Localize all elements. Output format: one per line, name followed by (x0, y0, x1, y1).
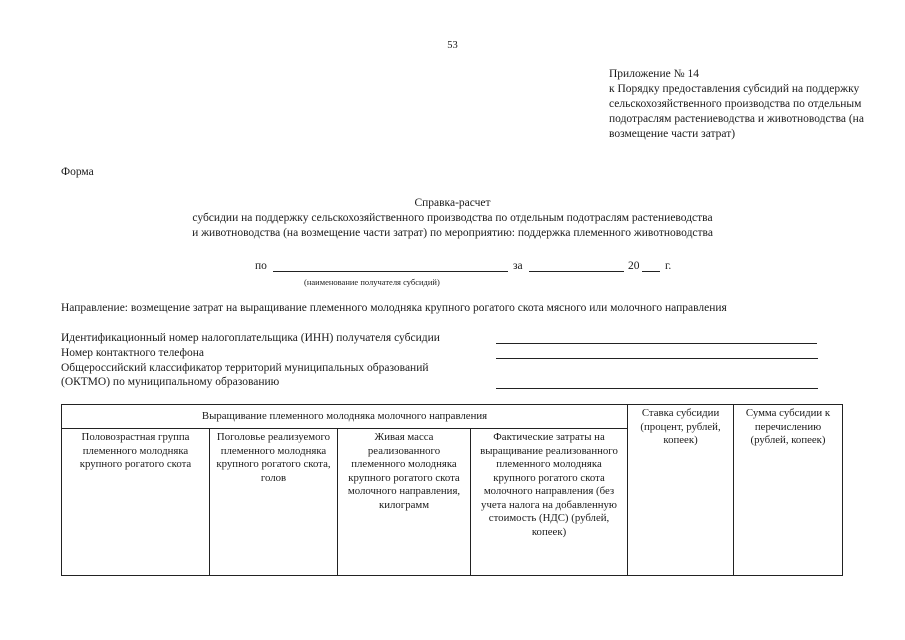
column-header-actual-costs: Фактические затраты на выращивание реализованного племенного молодняка крупного рогатого скота молочного направления (без учета налога на добавленную стоимость (НДС) (рублей, копеек) (471, 429, 628, 576)
column-header-age-group: Половозрастная группа племенного молодняка крупного рогатого скота (62, 429, 210, 576)
appendix-text: к Порядку предоставления субсидий на поддержку сельскохозяйственного производства по отдельным подотраслям растениеводства и животноводства (на возмещение части затрат) (609, 83, 864, 140)
phone-field[interactable] (496, 357, 818, 359)
recipient-prefix: по (255, 260, 267, 272)
inn-field[interactable] (496, 342, 817, 344)
page-number: 53 (447, 40, 458, 51)
recipient-caption: (наименование получателя субсидий) (304, 277, 440, 287)
inn-label: Идентификационный номер налогоплательщика (ИНН) получателя субсидии (61, 332, 440, 344)
document-title (0, 196, 905, 241)
appendix-header (609, 67, 879, 142)
year-suffix: г. (665, 260, 672, 272)
title-line-1: Справка-расчет (414, 197, 491, 209)
title-line-3: и животноводства (на возмещение части затрат) по мероприятию: поддержка племенного животноводства (192, 227, 713, 239)
phone-label: Номер контактного телефона (61, 347, 205, 359)
subsidy-table (61, 404, 843, 576)
sum-header: Сумма субсидии к перечислению (рублей, копеек) (734, 405, 843, 576)
period-prefix: за (513, 260, 523, 272)
column-header-live-weight: Живая масса реализованного племенного молодняка крупного рогатого скота молочного направления, килограмм (338, 429, 471, 576)
recipient-name-field[interactable] (273, 259, 508, 272)
oktmo-label-line-1: Общероссийский классификатор территорий муниципальных образований (61, 362, 429, 374)
rate-header: Ставка субсидии (процент, рублей, копеек) (628, 405, 734, 576)
year-field[interactable] (642, 259, 660, 272)
group-header: Выращивание племенного молодняка молочного направления (62, 405, 628, 429)
oktmo-label-line-2: (ОКТМО) по муниципальному образованию (61, 376, 280, 388)
oktmo-field[interactable] (496, 387, 818, 389)
appendix-number: Приложение № 14 (609, 68, 699, 80)
period-field[interactable] (529, 259, 624, 272)
title-line-2: субсидии на поддержку сельскохозяйственного производства по отдельным подотраслям растениеводства (192, 212, 713, 224)
recipient-line (0, 259, 905, 275)
column-header-livestock-count: Поголовье реализуемого племенного молодняка крупного рогатого скота, голов (210, 429, 338, 576)
direction-text: Направление: возмещение затрат на выращивание племенного молодняка крупного рогатого скота мясного или молочного направления (61, 302, 727, 314)
form-label: Форма (61, 166, 94, 178)
year-prefix: 20 (628, 260, 640, 272)
